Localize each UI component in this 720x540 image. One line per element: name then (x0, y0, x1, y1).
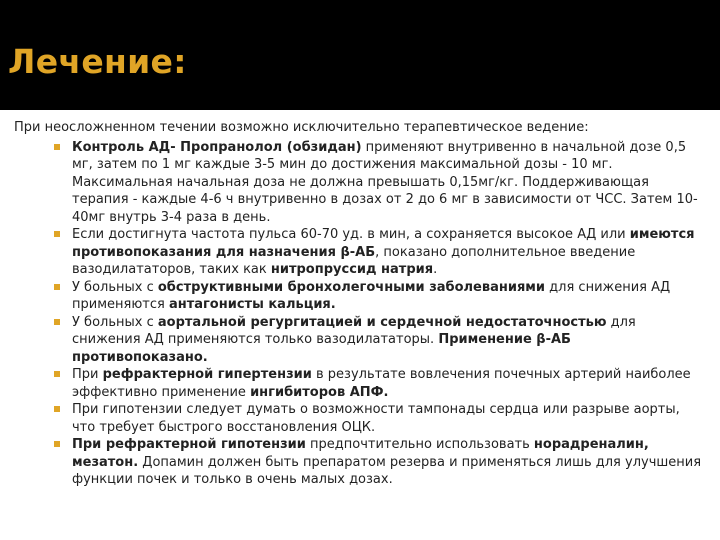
bold-text: Применение β-АБ противопоказано. (72, 332, 571, 365)
text: Если достигнута частота пульса 60-70 уд. в мин, а сохраняется высокое АД или (72, 227, 630, 242)
list-item (72, 139, 704, 227)
list-item (72, 436, 704, 489)
list-item (72, 314, 704, 367)
text: При гипотензии следует думать о возможности тампонады сердца или разрыве аорты, что требует быстрого восстановления ОЦК. (72, 402, 680, 435)
square-bullet-icon (54, 371, 60, 377)
text: . (433, 262, 438, 277)
list-item (72, 366, 704, 401)
list-item (72, 226, 704, 279)
square-bullet-icon (54, 441, 60, 447)
square-bullet-icon (54, 231, 60, 237)
bold-text: норадреналин, мезатон. (72, 437, 649, 470)
text: в результате вовлечения почечных артерий наиболее эффективно применение (72, 367, 691, 400)
square-bullet-icon (54, 284, 60, 290)
text: , показано дополнительное введение вазодилататоров, таких как (72, 244, 636, 277)
list-item (72, 401, 704, 436)
slide-content (14, 119, 704, 489)
text: У больных с (72, 314, 158, 330)
bold-text: аортальной регургитацией и сердечной недостаточностью (157, 314, 607, 330)
bold-text: обструктивными бронхолегочными заболеваниями (157, 279, 546, 295)
text: предпочтительно использовать (305, 437, 534, 452)
text: У больных с (72, 279, 158, 295)
bold-text: При рефрактерной гипотензии (72, 437, 306, 452)
intro-text: При неосложненном течении возможно исключительно терапевтическое ведение: (14, 120, 589, 135)
square-bullet-icon (54, 144, 60, 150)
text: Допамин должен быть препаратом резерва и применяться лишь для улучшения функции почек и только в очень малых дозах. (72, 454, 702, 487)
slide-title: Лечение: (8, 42, 187, 81)
text: для снижения АД применяются (72, 279, 671, 312)
bold-text: нитропруссид натрия (270, 262, 434, 277)
bold-text: рефрактерной гипертензии (102, 367, 312, 382)
list-item (72, 279, 704, 314)
text: для снижения АД применяются только вазодилататоры. (72, 314, 636, 347)
bold-text: Контроль АД- Пропранолол (обзидан) (72, 139, 362, 155)
bold-text: имеются противопоказания для назначения β-АБ (72, 227, 695, 260)
title-band (0, 0, 720, 110)
bold-text: антагонисты кальция. (168, 297, 336, 312)
bold-text: ингибиторов АПФ. (250, 384, 389, 400)
square-bullet-icon (54, 319, 60, 325)
text: При (72, 367, 103, 382)
square-bullet-icon (54, 406, 60, 412)
bullet-list (14, 139, 704, 489)
text: применяют внутривенно в начальной дозе 0,5 мг, затем по 1 мг каждые 3-5 мин до достижения максимальной дозы - 10 мг. Максимальная начальная доза не должна превышать 0,15мг/кг. Поддерживающая терапия - каждые 4-6 ч внутривенно в дозах от 2 до 6 мг в зависимости от ЧСС. Затем 10-40мг внутрь 3-4 раза в день. (72, 139, 698, 225)
